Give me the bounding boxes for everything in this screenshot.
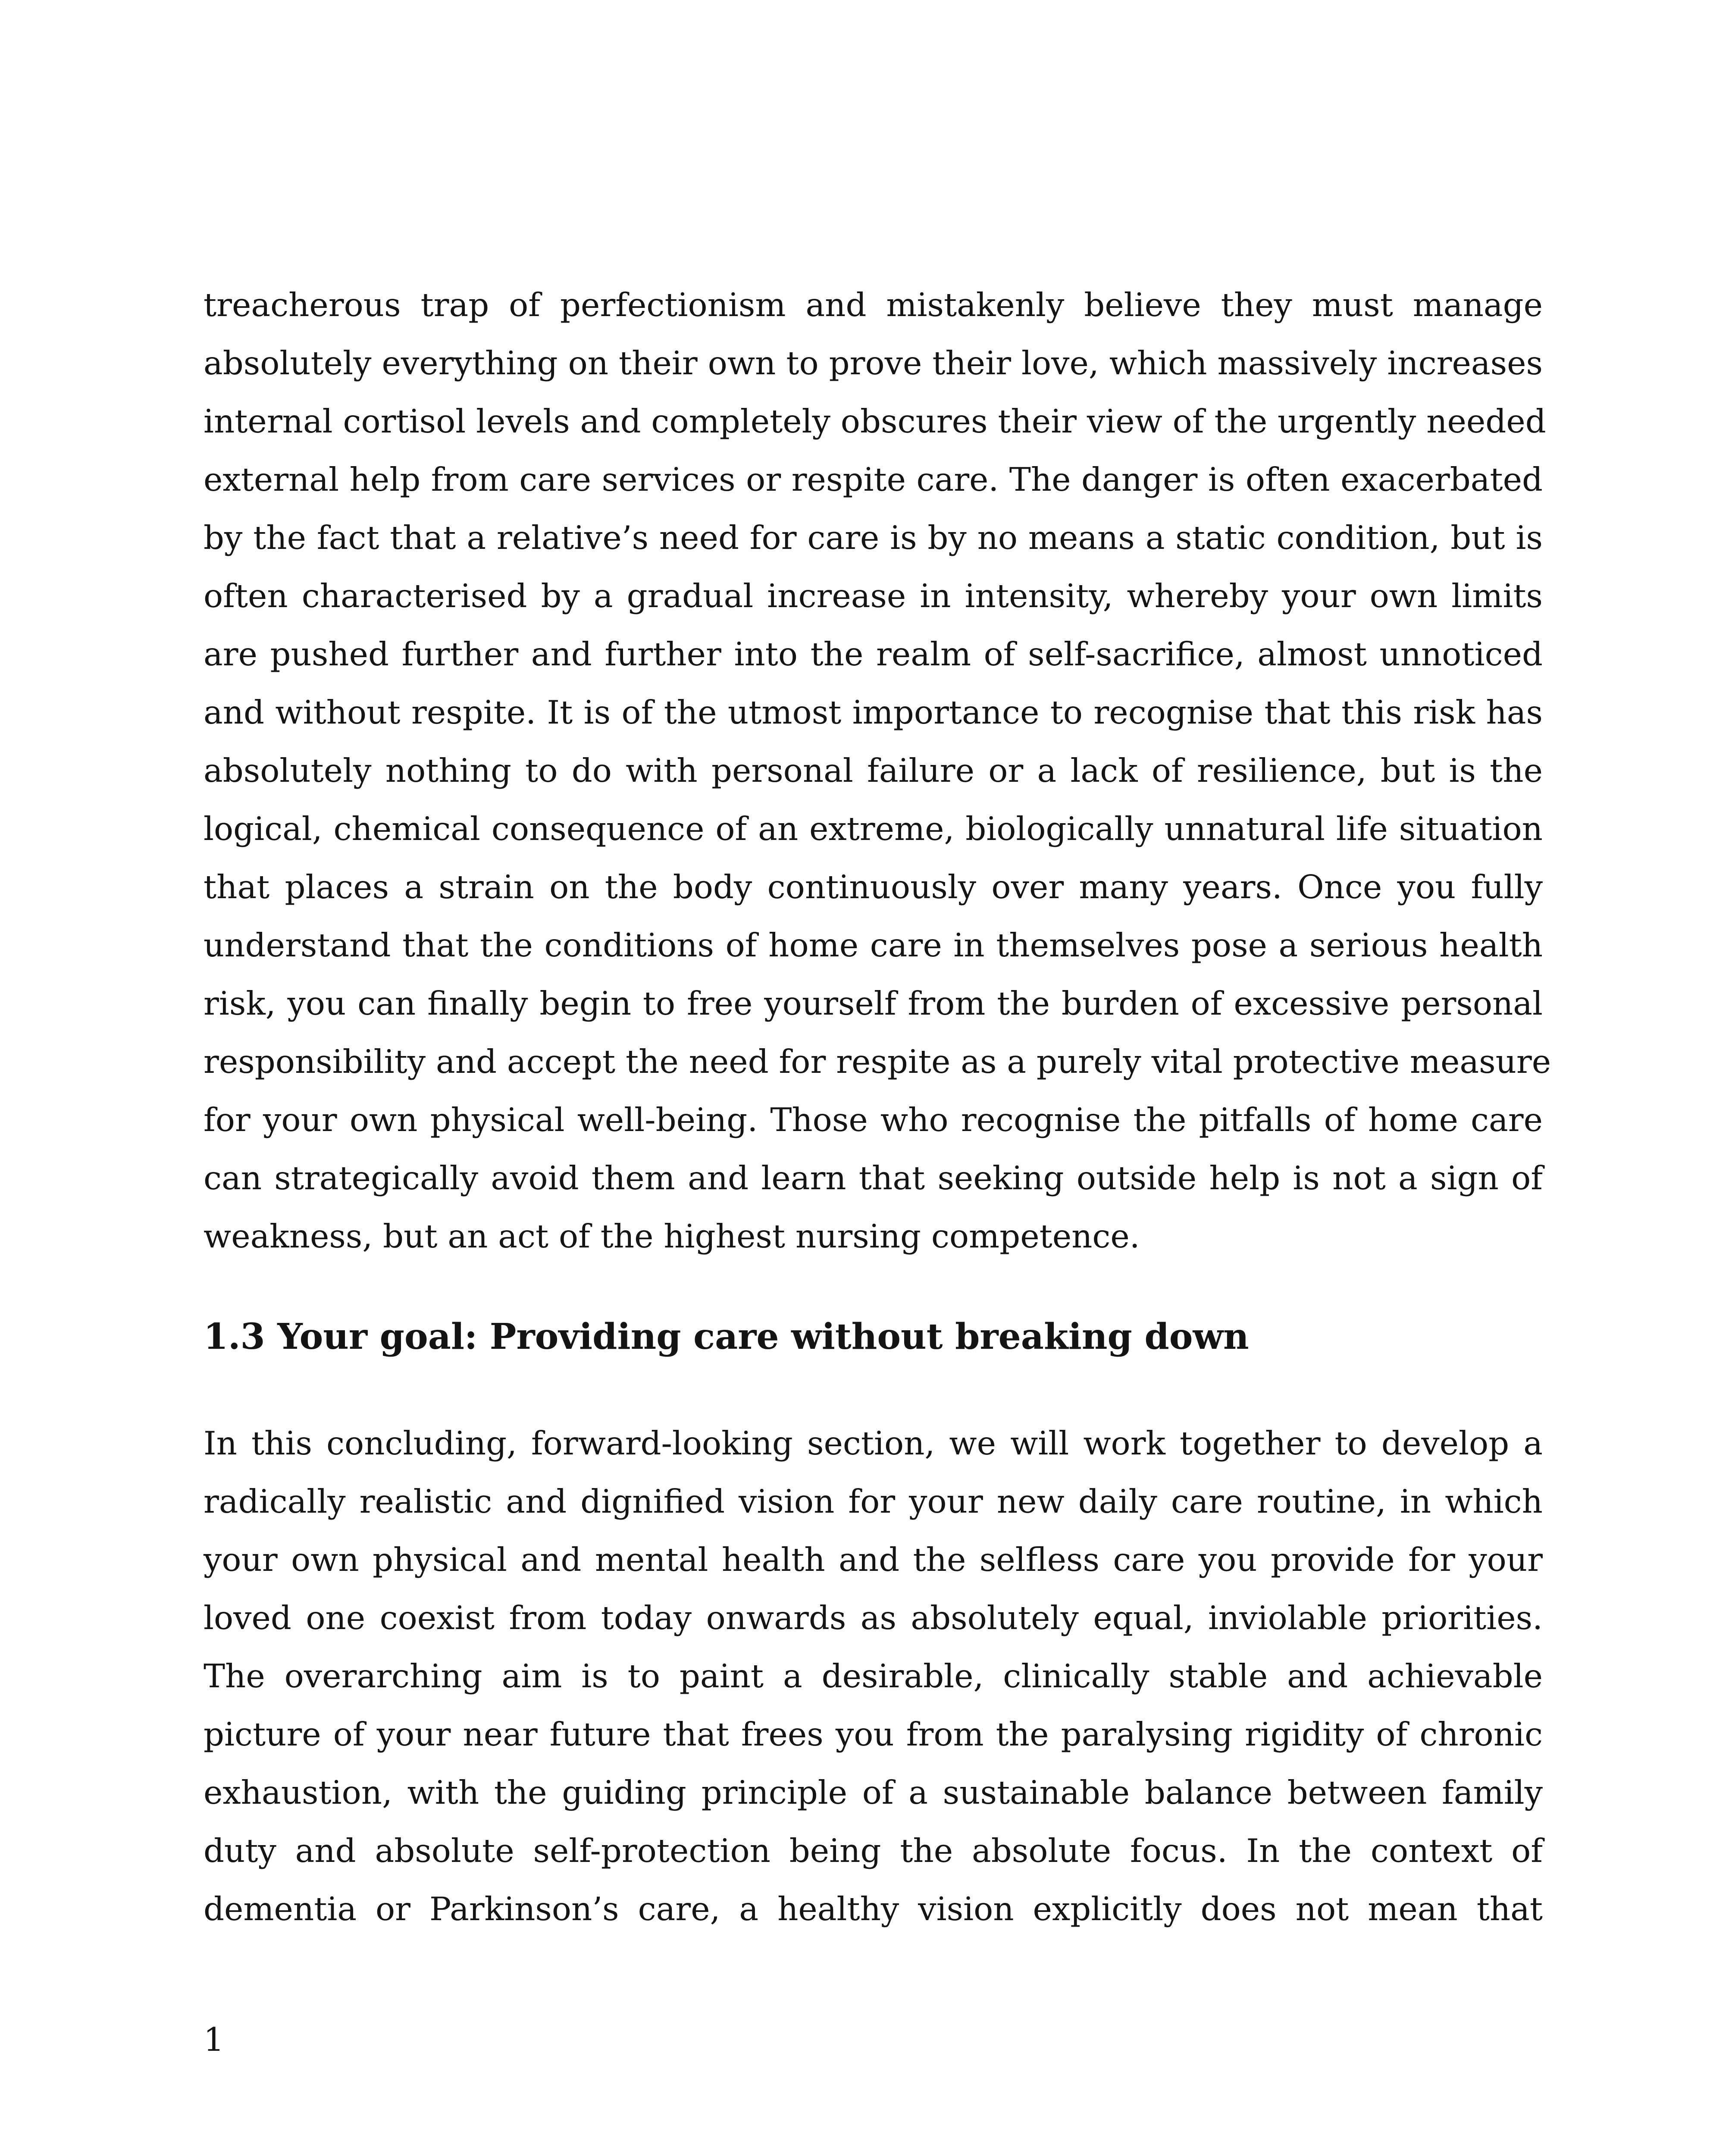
text-line: picture of your near future that frees you from the paralysing rigidity of chronic <box>204 1715 1543 1753</box>
body-paragraph <box>204 1414 1543 1938</box>
text-line: are pushed further and further into the realm of self-sacrifice, almost unnoticed <box>204 635 1543 673</box>
text-line: radically realistic and dignified vision for your new daily care routine, in which <box>204 1482 1543 1520</box>
text-line: your own physical and mental health and the selfless care you provide for your <box>204 1541 1543 1579</box>
text-line: loved one coexist from today onwards as absolutely equal, inviolable priorities. <box>204 1599 1543 1637</box>
text-line: can strategically avoid them and learn that seeking outside help is not a sign of <box>204 1159 1543 1197</box>
page-number: 1 <box>204 2021 224 2059</box>
text-line: external help from care services or respite care. The danger is often exacerbated <box>204 461 1543 498</box>
text-line: often characterised by a gradual increase in intensity, whereby your own limits <box>204 577 1543 615</box>
text-line: exhaustion, with the guiding principle of a sustainable balance between family <box>204 1774 1543 1811</box>
text-line: treacherous trap of perfectionism and mistakenly believe they must manage <box>204 286 1543 324</box>
text-line: duty and absolute self-protection being the absolute focus. In the context of <box>204 1832 1543 1870</box>
text-line: logical, chemical consequence of an extreme, biologically unnatural life situation <box>204 810 1543 848</box>
text-line: absolutely nothing to do with personal failure or a lack of resilience, but is the <box>204 752 1543 790</box>
text-line: risk, you can finally begin to free yourself from the burden of excessive personal <box>204 984 1543 1022</box>
text-line: The overarching aim is to paint a desirable, clinically stable and achievable <box>204 1657 1543 1695</box>
text-line: dementia or Parkinson’s care, a healthy vision explicitly does not mean that <box>204 1890 1543 1928</box>
text-line: weakness, but an act of the highest nursing competence. <box>204 1217 1140 1255</box>
text-line: by the fact that a relative’s need for care is by no means a static condition, but is <box>204 519 1543 557</box>
text-line: internal cortisol levels and completely obscures their view of the urgently needed <box>204 402 1546 440</box>
text-line: responsibility and accept the need for respite as a purely vital protective measure <box>204 1043 1551 1081</box>
text-line: that places a strain on the body continuously over many years. Once you fully <box>204 868 1543 906</box>
body-paragraph <box>204 276 1551 1266</box>
text-line: for your own physical well-being. Those who recognise the pitfalls of home care <box>204 1101 1543 1139</box>
text-line: and without respite. It is of the utmost importance to recognise that this risk has <box>204 693 1543 731</box>
text-line: understand that the conditions of home care in themselves pose a serious health <box>204 926 1543 964</box>
section-heading: 1.3 Your goal: Providing care without breaking down <box>204 1316 1249 1357</box>
text-line: absolutely everything on their own to prove their love, which massively increases <box>204 344 1543 382</box>
text-line: In this concluding, forward-looking section, we will work together to develop a <box>204 1424 1543 1462</box>
